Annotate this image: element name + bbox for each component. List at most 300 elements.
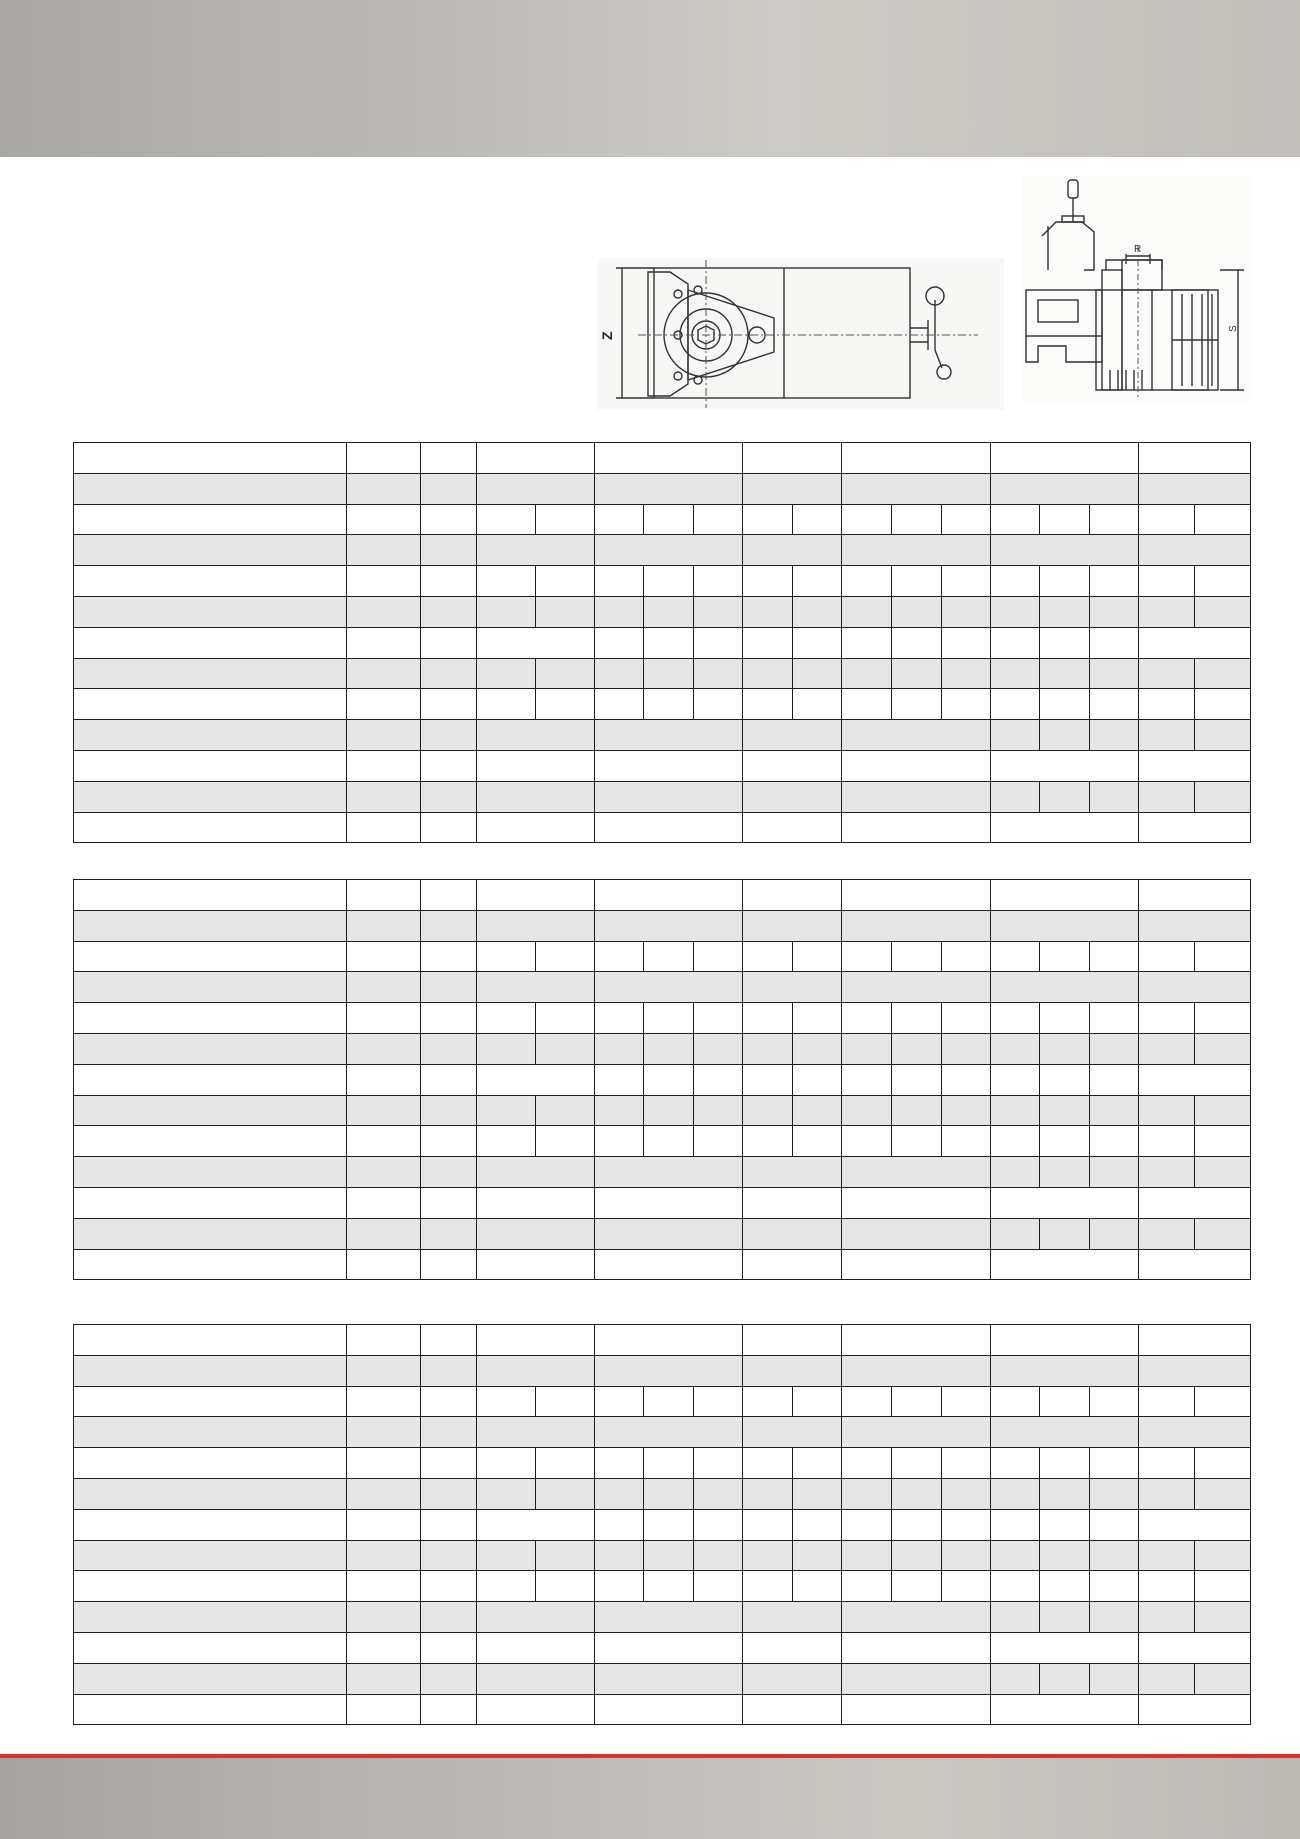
table-row	[74, 910, 1251, 941]
table-cell	[421, 1325, 477, 1356]
dimension-label-s: S	[1228, 325, 1239, 332]
table-cell	[942, 689, 991, 720]
table-cell	[421, 689, 477, 720]
spec-table-1	[73, 442, 1251, 843]
table-cell	[74, 1417, 347, 1448]
table-cell	[1090, 1509, 1139, 1540]
table-cell	[595, 1448, 644, 1479]
table-cell	[942, 1003, 991, 1034]
table-cell	[842, 1663, 991, 1694]
table-cell	[1139, 473, 1251, 504]
table-cell	[694, 1540, 743, 1571]
table-cell	[536, 1448, 595, 1479]
table-cell	[1040, 1126, 1090, 1157]
table-cell	[842, 1417, 991, 1448]
table-row	[74, 1417, 1251, 1448]
table-cell	[421, 781, 477, 812]
table-cell	[74, 689, 347, 720]
table-cell	[793, 1571, 842, 1602]
table-cell	[595, 1157, 743, 1188]
table-cell	[942, 1033, 991, 1064]
toolpost-front-view-drawing	[598, 258, 1004, 410]
table-cell	[421, 880, 477, 911]
table-cell	[991, 1355, 1139, 1386]
table-cell	[74, 1448, 347, 1479]
table-cell	[1090, 1095, 1139, 1126]
table-cell	[421, 1187, 477, 1218]
table-cell	[694, 1033, 743, 1064]
table-cell	[743, 1509, 793, 1540]
table-cell	[892, 1386, 942, 1417]
table-cell	[694, 1509, 743, 1540]
table-cell	[842, 1003, 892, 1034]
table-cell	[743, 566, 793, 597]
table-cell	[595, 1187, 743, 1218]
table-cell	[1040, 941, 1090, 972]
table-cell	[347, 1509, 421, 1540]
table-cell	[347, 1126, 421, 1157]
table-cell	[1139, 1478, 1195, 1509]
table-cell	[347, 1218, 421, 1249]
table-cell	[1139, 1632, 1251, 1663]
table-cell	[942, 566, 991, 597]
table-cell	[595, 473, 743, 504]
table-cell	[842, 1509, 892, 1540]
table-cell	[1040, 504, 1090, 535]
table-cell	[477, 1694, 595, 1725]
table-cell	[477, 1126, 536, 1157]
table-cell	[743, 910, 842, 941]
table-cell	[991, 1064, 1040, 1095]
table-cell	[347, 1540, 421, 1571]
table-cell	[842, 1448, 892, 1479]
table-cell	[1139, 1064, 1251, 1095]
table-cell	[595, 1417, 743, 1448]
table-cell	[743, 1540, 793, 1571]
table-cell	[743, 658, 793, 689]
table-cell	[743, 720, 842, 751]
table-row	[74, 1632, 1251, 1663]
table-cell	[1195, 1095, 1251, 1126]
table-cell	[793, 689, 842, 720]
table-row	[74, 1003, 1251, 1034]
table-cell	[74, 1571, 347, 1602]
table-cell	[942, 1540, 991, 1571]
table-cell	[743, 880, 842, 911]
table-cell	[694, 1126, 743, 1157]
table-cell	[942, 1064, 991, 1095]
table-row	[74, 1249, 1251, 1280]
table-cell	[421, 1249, 477, 1280]
table-cell	[892, 1571, 942, 1602]
table-row	[74, 627, 1251, 658]
table-cell	[644, 1126, 694, 1157]
table-cell	[595, 750, 743, 781]
table-cell	[1090, 1602, 1139, 1633]
table-row	[74, 1187, 1251, 1218]
table-cell	[347, 473, 421, 504]
table-cell	[477, 1003, 536, 1034]
table-cell	[1090, 1663, 1139, 1694]
table-cell	[1139, 596, 1195, 627]
table-cell	[842, 972, 991, 1003]
table-cell	[347, 1602, 421, 1633]
table-cell	[743, 1663, 842, 1694]
table-cell	[1139, 720, 1195, 751]
table-cell	[1139, 910, 1251, 941]
table-row	[74, 473, 1251, 504]
table-cell	[1195, 689, 1251, 720]
table-cell	[991, 627, 1040, 658]
table-cell	[347, 1663, 421, 1694]
table-cell	[347, 750, 421, 781]
table-cell	[595, 972, 743, 1003]
table-row	[74, 1386, 1251, 1417]
table-cell	[991, 1386, 1040, 1417]
table-cell	[892, 941, 942, 972]
table-cell	[1090, 596, 1139, 627]
table-cell	[1040, 781, 1090, 812]
table-cell	[743, 1157, 842, 1188]
table-cell	[1139, 812, 1251, 843]
table-row	[74, 781, 1251, 812]
table-cell	[942, 1571, 991, 1602]
table-cell	[347, 1187, 421, 1218]
table-cell	[942, 1509, 991, 1540]
table-cell	[842, 941, 892, 972]
table-cell	[74, 1663, 347, 1694]
table-cell	[347, 1694, 421, 1725]
table-cell	[842, 443, 991, 474]
table-cell	[477, 941, 536, 972]
table-cell	[743, 504, 793, 535]
table-cell	[595, 781, 743, 812]
table-row	[74, 812, 1251, 843]
table-cell	[595, 596, 644, 627]
table-cell	[477, 880, 595, 911]
table-cell	[942, 1095, 991, 1126]
table-cell	[1139, 1095, 1195, 1126]
table-cell	[1090, 1571, 1139, 1602]
table-cell	[694, 1386, 743, 1417]
table-cell	[1195, 1602, 1251, 1633]
table-cell	[942, 1478, 991, 1509]
table-cell	[842, 1126, 892, 1157]
table-cell	[536, 504, 595, 535]
table-cell	[1040, 689, 1090, 720]
table-cell	[595, 1355, 743, 1386]
table-cell	[743, 473, 842, 504]
table-cell	[347, 443, 421, 474]
table-cell	[421, 972, 477, 1003]
table-cell	[347, 1386, 421, 1417]
table-cell	[842, 1064, 892, 1095]
dimension-label-r: R	[1134, 244, 1142, 255]
table-cell	[892, 689, 942, 720]
table-cell	[892, 1478, 942, 1509]
table-cell	[421, 1694, 477, 1725]
table-cell	[991, 1602, 1040, 1633]
table-row	[74, 720, 1251, 751]
table-cell	[595, 1602, 743, 1633]
table-row	[74, 972, 1251, 1003]
table-cell	[595, 1509, 644, 1540]
table-cell	[892, 596, 942, 627]
table-cell	[1139, 1126, 1195, 1157]
table-cell	[477, 658, 536, 689]
table-cell	[1139, 1218, 1195, 1249]
table-cell	[421, 1157, 477, 1188]
table-cell	[1040, 1540, 1090, 1571]
table-cell	[991, 720, 1040, 751]
table-cell	[421, 473, 477, 504]
table-cell	[793, 658, 842, 689]
table-cell	[743, 1187, 842, 1218]
table-cell	[595, 720, 743, 751]
table-cell	[793, 1448, 842, 1479]
table-cell	[347, 720, 421, 751]
table-cell	[347, 812, 421, 843]
table-cell	[74, 910, 347, 941]
table-row	[74, 750, 1251, 781]
table-cell	[1090, 566, 1139, 597]
table-cell	[942, 1448, 991, 1479]
table-row	[74, 1602, 1251, 1633]
table-cell	[595, 812, 743, 843]
table-cell	[842, 1355, 991, 1386]
table-cell	[74, 566, 347, 597]
table-cell	[1139, 1355, 1251, 1386]
table-cell	[842, 812, 991, 843]
table-cell	[842, 1478, 892, 1509]
table-cell	[842, 1249, 991, 1280]
table-cell	[644, 1571, 694, 1602]
table-cell	[347, 1003, 421, 1034]
table-cell	[347, 1157, 421, 1188]
table-cell	[644, 627, 694, 658]
table-cell	[991, 535, 1139, 566]
table-cell	[842, 1157, 991, 1188]
table-cell	[74, 1386, 347, 1417]
table-cell	[74, 504, 347, 535]
table-cell	[421, 1064, 477, 1095]
table-row	[74, 1157, 1251, 1188]
table-cell	[595, 880, 743, 911]
table-cell	[842, 880, 991, 911]
table-cell	[74, 627, 347, 658]
table-cell	[347, 627, 421, 658]
table-cell	[793, 596, 842, 627]
table-cell	[842, 750, 991, 781]
table-cell	[1040, 566, 1090, 597]
table-cell	[477, 566, 536, 597]
table-cell	[743, 627, 793, 658]
table-cell	[595, 1571, 644, 1602]
table-cell	[1139, 972, 1251, 1003]
table-cell	[347, 596, 421, 627]
table-cell	[743, 1386, 793, 1417]
table-cell	[793, 627, 842, 658]
table-cell	[1040, 1003, 1090, 1034]
table-cell	[421, 1632, 477, 1663]
table-cell	[743, 812, 842, 843]
table-cell	[536, 658, 595, 689]
table-cell	[644, 1386, 694, 1417]
table-cell	[892, 1509, 942, 1540]
table-cell	[421, 535, 477, 566]
table-cell	[74, 1003, 347, 1034]
table-cell	[1040, 1509, 1090, 1540]
table-cell	[842, 1694, 991, 1725]
table-cell	[347, 658, 421, 689]
table-cell	[1040, 1033, 1090, 1064]
table-cell	[942, 658, 991, 689]
table-cell	[1139, 504, 1195, 535]
table-cell	[793, 1126, 842, 1157]
table-cell	[74, 1355, 347, 1386]
table-cell	[595, 1325, 743, 1356]
table-cell	[743, 781, 842, 812]
table-row	[74, 1325, 1251, 1356]
table-cell	[1090, 781, 1139, 812]
table-cell	[1139, 781, 1195, 812]
spec-table-2	[73, 879, 1251, 1280]
table-cell	[694, 566, 743, 597]
table-cell	[743, 443, 842, 474]
table-cell	[1195, 1663, 1251, 1694]
table-cell	[793, 1478, 842, 1509]
table-cell	[74, 1478, 347, 1509]
table-cell	[793, 1386, 842, 1417]
table-cell	[595, 1386, 644, 1417]
table-cell	[1139, 1386, 1195, 1417]
table-cell	[421, 941, 477, 972]
table-cell	[1040, 1157, 1090, 1188]
table-cell	[74, 1187, 347, 1218]
table-cell	[477, 504, 536, 535]
table-cell	[347, 1632, 421, 1663]
table-cell	[1040, 658, 1090, 689]
table-cell	[1090, 658, 1139, 689]
table-cell	[842, 566, 892, 597]
table-cell	[477, 1187, 595, 1218]
table-row	[74, 1126, 1251, 1157]
table-cell	[644, 941, 694, 972]
table-row	[74, 566, 1251, 597]
table-cell	[74, 880, 347, 911]
table-cell	[694, 504, 743, 535]
table-cell	[421, 1540, 477, 1571]
table-cell	[595, 566, 644, 597]
table-cell	[477, 1218, 595, 1249]
table-cell	[1195, 1571, 1251, 1602]
table-cell	[477, 443, 595, 474]
table-cell	[477, 689, 536, 720]
table-cell	[1195, 720, 1251, 751]
table-cell	[421, 658, 477, 689]
table-cell	[1195, 1157, 1251, 1188]
table-cell	[793, 1095, 842, 1126]
table-cell	[1195, 1478, 1251, 1509]
table-cell	[991, 1187, 1139, 1218]
table-cell	[477, 627, 595, 658]
table-cell	[1139, 1417, 1251, 1448]
table-cell	[477, 1095, 536, 1126]
table-cell	[421, 910, 477, 941]
table-cell	[991, 1509, 1040, 1540]
table-cell	[942, 504, 991, 535]
table-cell	[842, 1602, 991, 1633]
table-cell	[1139, 1571, 1195, 1602]
table-cell	[1139, 566, 1195, 597]
table-cell	[991, 750, 1139, 781]
table-cell	[536, 566, 595, 597]
table-cell	[644, 1448, 694, 1479]
table-cell	[842, 1218, 991, 1249]
table-cell	[595, 941, 644, 972]
table-cell	[743, 689, 793, 720]
table-cell	[1090, 1386, 1139, 1417]
table-cell	[842, 535, 991, 566]
table-cell	[1090, 627, 1139, 658]
table-cell	[1195, 1033, 1251, 1064]
table-cell	[743, 750, 842, 781]
table-cell	[1139, 1448, 1195, 1479]
table-cell	[347, 566, 421, 597]
table-cell	[892, 1033, 942, 1064]
table-cell	[74, 1126, 347, 1157]
table-cell	[536, 941, 595, 972]
table-cell	[1040, 1448, 1090, 1479]
table-cell	[644, 566, 694, 597]
table-row	[74, 1218, 1251, 1249]
table-cell	[793, 941, 842, 972]
table-cell	[1195, 566, 1251, 597]
table-cell	[694, 627, 743, 658]
table-cell	[991, 1694, 1139, 1725]
table-cell	[842, 658, 892, 689]
table-cell	[595, 1033, 644, 1064]
table-cell	[644, 596, 694, 627]
table-cell	[536, 1478, 595, 1509]
table-cell	[1090, 941, 1139, 972]
table-cell	[74, 972, 347, 1003]
table-cell	[536, 1386, 595, 1417]
table-cell	[892, 1448, 942, 1479]
table-cell	[1090, 1478, 1139, 1509]
table-cell	[743, 1095, 793, 1126]
table-cell	[595, 1249, 743, 1280]
table-cell	[743, 596, 793, 627]
table-cell	[991, 1417, 1139, 1448]
table-cell	[421, 812, 477, 843]
table-cell	[347, 504, 421, 535]
table-cell	[991, 473, 1139, 504]
table-cell	[1139, 1003, 1195, 1034]
table-row	[74, 1033, 1251, 1064]
table-cell	[1139, 658, 1195, 689]
table-cell	[1090, 689, 1139, 720]
table-cell	[1090, 1540, 1139, 1571]
table-cell	[74, 1632, 347, 1663]
table-cell	[421, 443, 477, 474]
table-cell	[1090, 1126, 1139, 1157]
table-cell	[421, 1448, 477, 1479]
dimension-label-z: Z	[599, 331, 615, 340]
table-cell	[477, 1571, 536, 1602]
table-cell	[942, 596, 991, 627]
table-cell	[536, 1126, 595, 1157]
